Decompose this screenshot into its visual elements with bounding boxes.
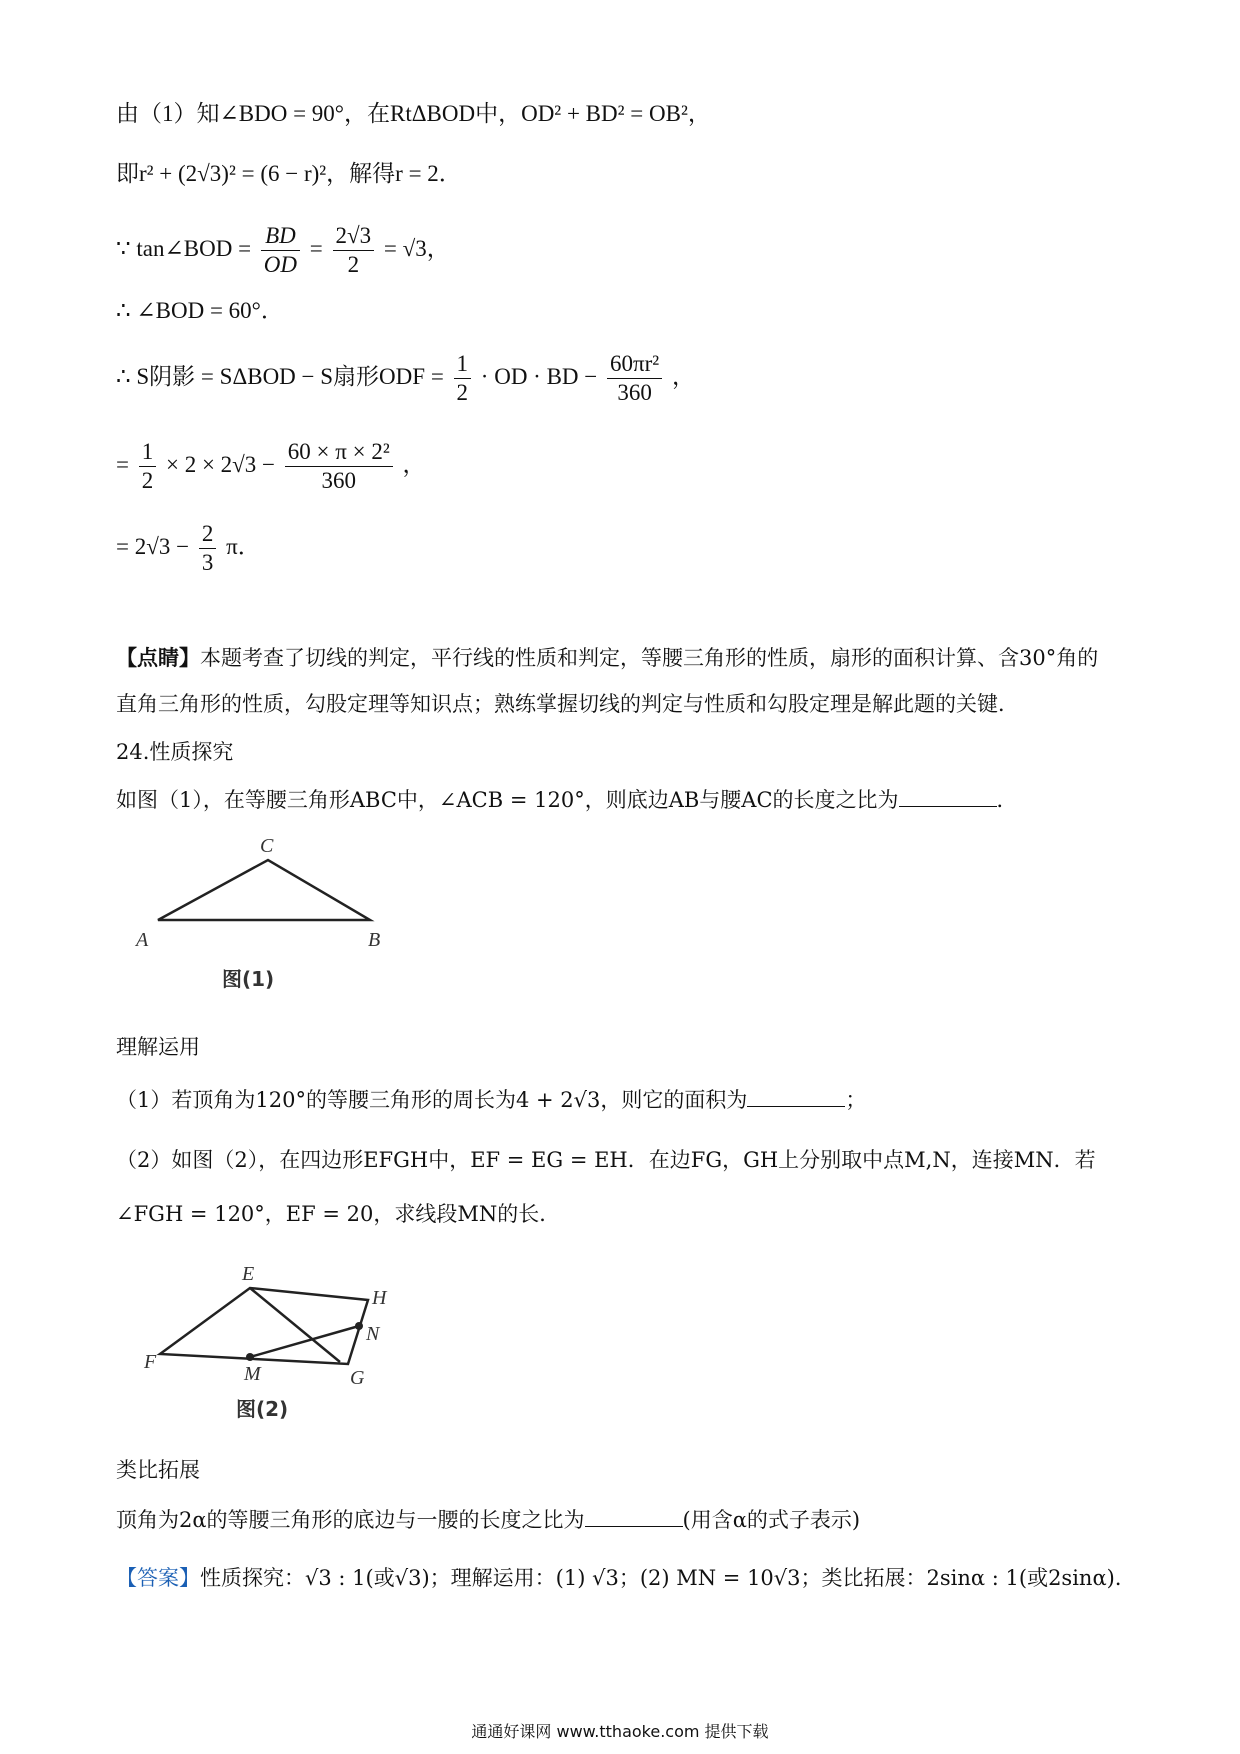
apply-question-2-line-1: （2）如图（2），在四边形EFGH中，EF = EG = EH．在边FG，GH上分别取中点M,N，连接MN．若 <box>116 1148 1096 1172</box>
figure-2-quadrilateral <box>130 1246 430 1426</box>
question-24-intro <box>116 786 1130 814</box>
dianjing-text-1: 本题考查了切线的判定，平行线的性质和判定，等腰三角形的性质，扇形的面积计算、含30°角的 <box>200 646 1099 670</box>
answer-tag: 【答案】 <box>116 1566 200 1590</box>
segment-eg <box>250 1288 340 1362</box>
solution-line-6 <box>116 438 1130 498</box>
answer-blank-2 <box>747 1086 845 1107</box>
final-prefix: = 2√3 − <box>116 533 190 559</box>
extend-text: 顶角为2α的等腰三角形的底边与一腰的长度之比为 <box>116 1508 585 1532</box>
area-middle: · OD · BD − <box>480 363 598 389</box>
eq-prefix: = <box>116 451 129 477</box>
vertex-label-b: B <box>368 929 381 951</box>
numerator: 1 <box>139 438 157 467</box>
fraction-2root3-2 <box>333 222 375 279</box>
denominator: 3 <box>201 550 214 575</box>
denominator: 2 <box>141 468 154 493</box>
equals: = <box>309 235 323 261</box>
vertex-label-h: H <box>372 1287 387 1309</box>
section-extend: 类比拓展 <box>116 1458 200 1482</box>
solution-line-2: 即r² + (2√3)² = (6 − r)²，解得r = 2． <box>116 161 462 186</box>
answer-blank-3 <box>585 1506 683 1527</box>
intro-end: ． <box>996 788 1018 812</box>
tan-prefix: ∵ tan∠BOD = <box>116 235 252 261</box>
solution-line-3 <box>116 222 1130 282</box>
fraction-two-thirds <box>199 520 217 577</box>
solution-line-7 <box>116 520 1130 580</box>
apply-1-end: ； <box>845 1088 867 1112</box>
fraction-half <box>139 438 157 495</box>
answer-line <box>116 1564 1136 1592</box>
solution-line-1: 由（1）知∠BDO = 90°，在RtΔBOD中，OD² + BD² = OB²， <box>116 101 711 126</box>
apply-1-text: （1）若顶角为120°的等腰三角形的周长为4 + 2√3，则它的面积为 <box>116 1088 748 1112</box>
vertex-label-a: A <box>136 929 149 951</box>
figure-1-triangle <box>130 828 410 998</box>
dianjing-tag: 【点睛】 <box>116 645 200 670</box>
section-apply: 理解运用 <box>116 1035 200 1059</box>
eq-end: ， <box>402 451 426 477</box>
denominator: OD <box>263 252 298 277</box>
point-n <box>355 1322 363 1330</box>
tan-result: = √3， <box>383 235 450 261</box>
numerator: 1 <box>454 350 472 379</box>
denominator: 2 <box>347 252 360 277</box>
answer-blank-1 <box>899 786 997 807</box>
denominator: 360 <box>617 380 652 405</box>
solution-line-5 <box>116 350 1130 410</box>
segment-mn <box>250 1326 359 1357</box>
final-suffix: π． <box>226 533 261 559</box>
numerator: BD <box>261 222 300 251</box>
apply-question-2-line-2: ∠FGH = 120°，EF = 20，求线段MN的长． <box>116 1202 561 1226</box>
fraction-bd-od <box>261 222 300 279</box>
vertex-label-e: E <box>242 1263 255 1285</box>
dianjing-line-2: 直角三角形的性质，勾股定理等知识点；熟练掌握切线的判定与性质和勾股定理是解此题的关键． <box>116 692 1019 716</box>
fraction-sector-value <box>285 438 393 495</box>
fraction-half <box>454 350 472 407</box>
vertex-label-f: F <box>144 1351 157 1373</box>
answer-text: 性质探究：√3 : 1(或√3)；理解运用：(1) √3；(2) MN = 10√3；类比拓展：2sinα : 1(或2sinα)． <box>200 1566 1136 1590</box>
numerator: 60 × π × 2² <box>285 438 393 467</box>
triangle-abc <box>158 860 370 920</box>
extend-hint: (用含α的式子表示) <box>682 1508 861 1532</box>
question-24-title: 24.性质探究 <box>116 740 234 764</box>
point-label-m: M <box>244 1363 261 1385</box>
point-m <box>246 1353 254 1361</box>
vertex-label-g: G <box>350 1367 365 1389</box>
extend-question <box>116 1506 1130 1534</box>
area-prefix: ∴ S阴影 = SΔBOD − S扇形ODF = <box>116 363 444 389</box>
page-footer: 通通好课网 www.tthaoke.com 提供下载 <box>471 1722 769 1741</box>
figure-1-caption: 图(1) <box>222 967 275 991</box>
area-end: ， <box>671 363 695 389</box>
point-label-n: N <box>366 1323 380 1345</box>
numerator: 60πr² <box>607 350 662 379</box>
intro-text: 如图（1），在等腰三角形ABC中，∠ACB = 120°，则底边AB与腰AC的长度之比为 <box>116 788 899 812</box>
numerator: 2√3 <box>333 222 375 251</box>
dianjing-line-1 <box>116 644 1130 672</box>
solution-line-4: ∴ ∠BOD = 60°． <box>116 298 284 323</box>
numerator: 2 <box>199 520 217 549</box>
fraction-sector <box>607 350 662 407</box>
denominator: 360 <box>321 468 356 493</box>
denominator: 2 <box>456 380 469 405</box>
apply-question-1 <box>116 1086 1130 1114</box>
vertex-label-c: C <box>260 835 274 857</box>
eq-middle: × 2 × 2√3 − <box>165 451 276 477</box>
figure-2-caption: 图(2) <box>236 1397 289 1421</box>
